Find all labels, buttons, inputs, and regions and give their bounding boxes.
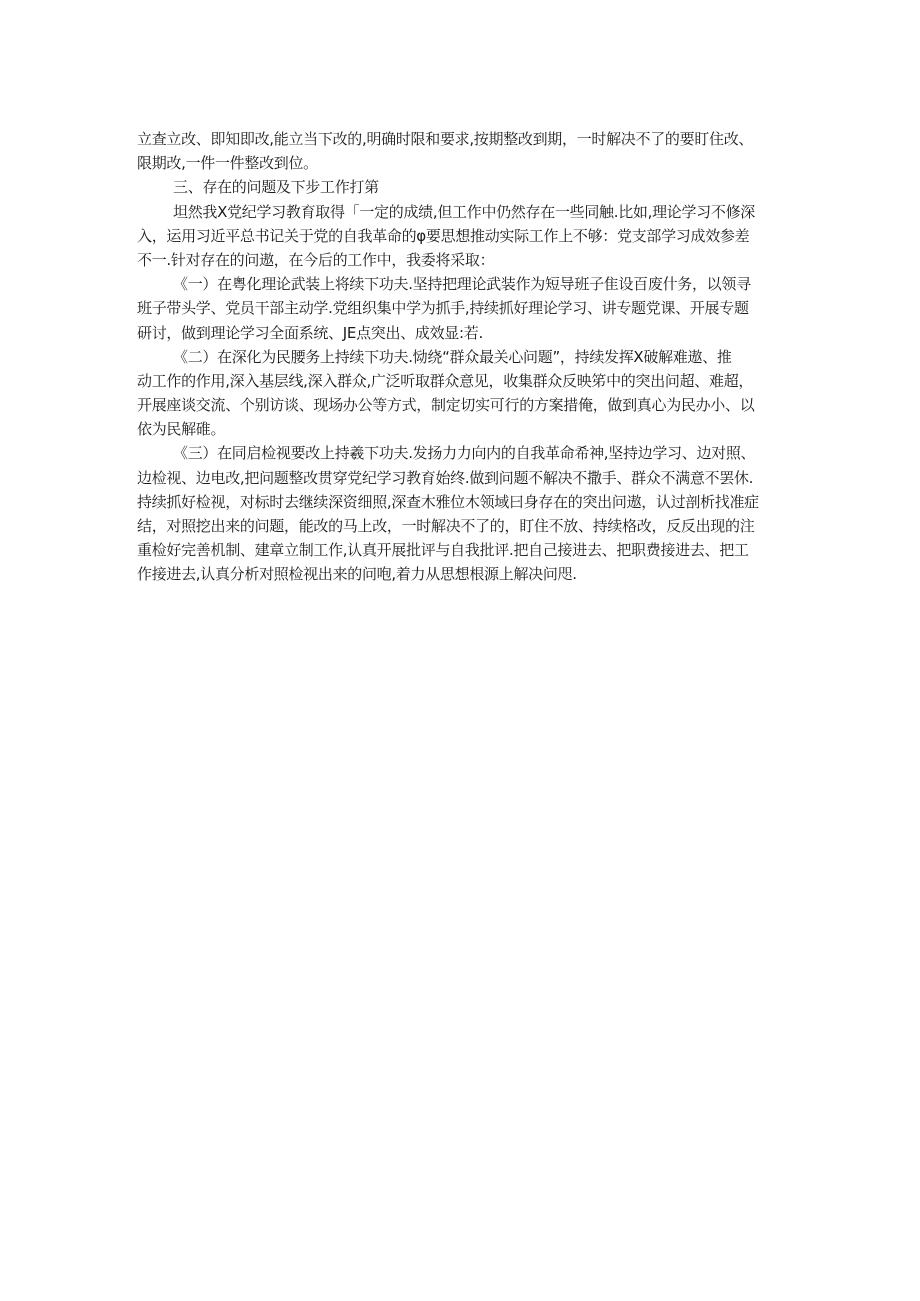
text-line: 作接进去,认真分析对照检视出来的问咆,着力从思想根源上解决问咫. xyxy=(137,565,577,584)
document-body xyxy=(137,127,785,587)
text-line: 班子带头学、党员干部主动学.党组织集中学为抓手,持续抓好理论学习、讲专题党课、开展专题 xyxy=(137,299,749,318)
text-line: 入，运用习近平总书记关于党的自我革命的φ要思想推动实际工作上不够：党支部学习成效参差 xyxy=(137,226,750,245)
paragraph-start: 《三）在同启检视要改上持羲下功夫.发扬力力向内的自我革命希神,坚持边学习、边对照、 xyxy=(173,444,756,463)
text-line: 动工作的作用,深入基层线,深入群众,广泛听取群众意见，收集群众反映笫中的突出问超、难超， xyxy=(137,371,754,390)
text-line: 不一.针对存在的问遨，在今后的工作中，我委将采取： xyxy=(137,250,495,269)
text-line: 立查立改、即知即改,能立当下改的,明确时限和要求,按期整改到期，一时解决不了的要盯住改、 xyxy=(137,130,754,148)
text-line: 持续抓好检视，对标时去继续深资细照,深查木雅位木领域曰身存在的突出问遨，认过剖析找准症 xyxy=(137,492,759,511)
text-line: 限期改,一件一件整改到位。 xyxy=(137,154,318,173)
text-line: 开展座谈交流、个别访谈、现场办公等方式，制定切实可行的方案措俺，做到真心为民办小、以 xyxy=(137,396,755,415)
text-line: 研讨，做到理论学习全面系统、JE点突出、成效显:若. xyxy=(137,323,483,342)
text-line: 结，对照挖出来的问题，能改的马上改，一时解决不了的，盯住不放、持续格改，反反出现的注 xyxy=(137,517,755,535)
section-heading: 三、存在的问题及下步工作打第 xyxy=(173,178,379,197)
text-line: 依为民解碓。 xyxy=(137,420,226,439)
text-line: 重检好完善机制、建章立制工作,认真开展批评与自我批评.把自己接进去、把职费接进去、把工 xyxy=(137,541,749,560)
paragraph-start: 坦然我X党纪学习教育取得「一定的成绩,但工作中仍然存在一些同触.比如,理论学习不修深 xyxy=(173,202,755,221)
paragraph-start: 《二）在深化为民腰务上持续下功夫.恸绕“群众最关心问题”，持续发挥X破解难遨、推 xyxy=(173,347,732,366)
text-line: 边检视、边电改,把问题整改贯穿党纪学习教育始终.做到问题不解决不撒手、群众不满意不罢休. xyxy=(137,468,754,487)
paragraph-start: 《一）在粤化理论武装上将续下功夫.坚持把理论武装作为短导班子隹设百废什务，以领寻 xyxy=(173,275,751,294)
